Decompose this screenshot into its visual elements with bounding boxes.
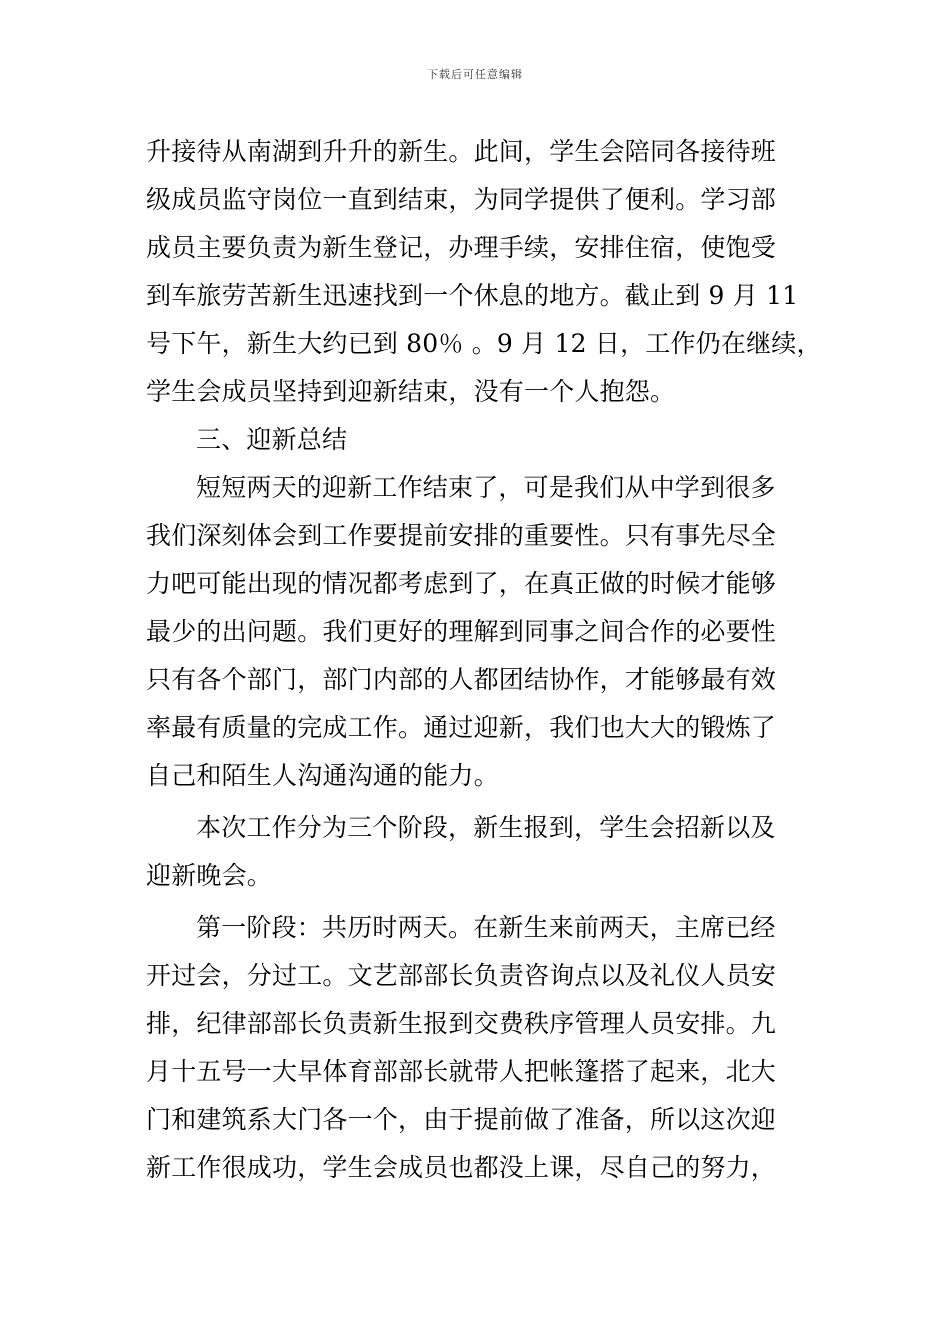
- paragraph-first-line: 第一阶段：共历时两天。在新生来前两天，主席已经: [196, 913, 776, 942]
- text-line: 我们深刻体会到工作要提前安排的重要性。只有事先尽全: [146, 521, 777, 550]
- text-line: 新工作很成功，学生会成员也都没上课，尽自己的努力，: [146, 1153, 777, 1182]
- text-line: 自己和陌生人沟通沟通的能力。: [146, 761, 499, 790]
- text-line: 最少的出问题。我们更好的理解到同事之间合作的必要性: [146, 617, 777, 646]
- text-line: 升接待从南湖到升升的新生。此间，学生会陪同各接待班: [146, 137, 777, 166]
- text-line: 排，纪律部部长负责新生报到交费秩序管理人员安排。九: [146, 1009, 777, 1038]
- section-heading: 三、迎新总结: [196, 425, 348, 454]
- paragraph-first-line: 短短两天的迎新工作结束了，可是我们从中学到很多: [196, 473, 776, 502]
- text-line: 成员主要负责为新生登记，办理手续，安排住宿，使饱受: [146, 233, 777, 262]
- text-line: 开过会，分过工。文艺部部长负责咨询点以及礼仪人员安: [146, 961, 777, 990]
- text-line: 号下午，新生大约已到 80％ 。9 月 12 日，工作仍在继续，: [146, 329, 822, 358]
- text-line: 门和建筑系大门各一个，由于提前做了准备，所以这次迎: [146, 1105, 777, 1134]
- text-line: 力吧可能出现的情况都考虑到了，在真正做的时候才能够: [146, 569, 777, 598]
- text-line: 迎新晚会。: [146, 861, 273, 890]
- text-line: 学生会成员坚持到迎新结束，没有一个人抱怨。: [146, 377, 676, 406]
- text-line: 月十五号一大早体育部部长就带人把帐篷搭了起来，北大: [146, 1057, 777, 1086]
- page-header-note: 下载后可任意编辑: [427, 68, 523, 81]
- text-line: 到车旅劳苦新生迅速找到一个休息的地方。截止到 9 月 11: [146, 281, 799, 310]
- text-line: 只有各个部门，部门内部的人都团结协作，才能够最有效: [146, 665, 777, 694]
- document-body: [146, 128, 822, 1192]
- text-line: 级成员监守岗位一直到结束，为同学提供了便利。学习部: [146, 185, 777, 214]
- text-line: 率最有质量的完成工作。通过迎新，我们也大大的锻炼了: [146, 713, 777, 742]
- paragraph-first-line: 本次工作分为三个阶段，新生报到，学生会招新以及: [196, 813, 776, 842]
